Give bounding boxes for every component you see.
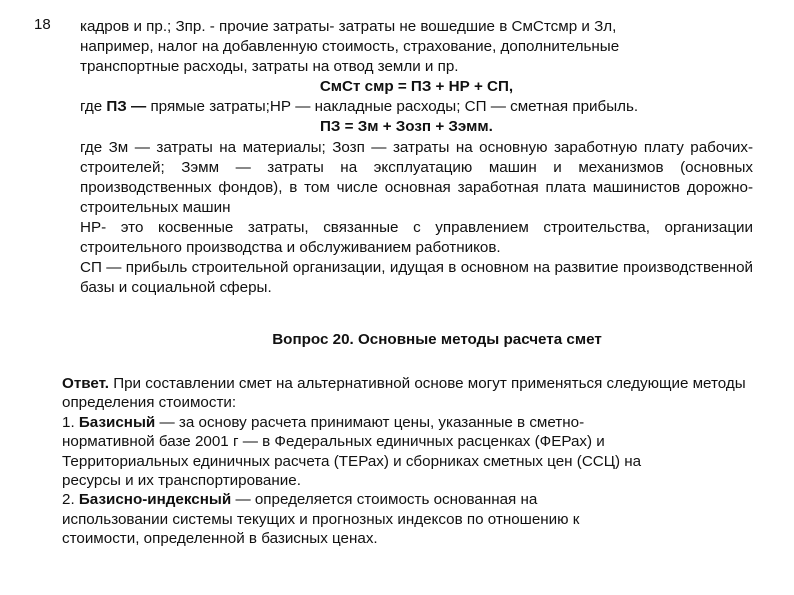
page-number: 18	[34, 16, 51, 33]
answer-label: Ответ.	[62, 375, 109, 392]
method-1-num: 1.	[62, 413, 79, 431]
method-2-line: использовании системы текущих и прогнозных индексов по отношению к	[62, 510, 580, 528]
answer-block	[62, 374, 760, 549]
method-1-text: — за основу расчета принимают цены, указанные в сметно-	[155, 413, 585, 431]
method-2-line: стоимости, определенной в базисных ценах.	[62, 530, 378, 548]
upper-text-block	[80, 17, 753, 298]
text-line: транспортные расходы, затраты на отвод земли и пр.	[80, 58, 459, 76]
where-pz-line	[80, 97, 753, 117]
method-2-name: Базисно-индексный	[78, 491, 232, 509]
nr-paragraph: НР- это косвенные затраты, связанные с управлением строительства, организации строительного производства и обслуживанием работников.	[80, 218, 753, 257]
question-heading	[0, 331, 794, 348]
where-zm-paragraph: где Зм — затраты на материалы; Зозп — затраты на основную заработную плату рабочих-строителей; Зэмм — затраты на эксплуатацию машин и механизмов (основных производственных фондов), в том числе основная заработная плата машинистов дорожно-строительных машин	[80, 138, 753, 216]
method-2-num: 2.	[62, 491, 79, 509]
where-rest: прямые затраты;НР — накладные расходы; СП — сметная прибыль.	[146, 98, 639, 116]
method-1-name: Базисный	[78, 413, 156, 431]
text-line: кадров и пр.; Зпр. - прочие затраты- затраты не вошедшие в СмСтсмр и Зл,	[80, 18, 617, 35]
answer-intro-text: При составлении смет на альтернативной основе могут применяться следующие методы определения стоимости:	[62, 375, 746, 412]
method-1-line: нормативной базе 2001 г — в Федеральных единичных расценках (ФЕРах) и	[62, 433, 605, 451]
method-2	[62, 490, 760, 509]
answer-intro	[62, 374, 760, 413]
formula-smst: СмСт смр = ПЗ + НР + СП,	[319, 78, 514, 96]
method-1	[62, 413, 760, 432]
where-prefix: где	[80, 98, 107, 116]
text-line: например, налог на добавленную стоимость, страхование, дополнительные	[80, 38, 620, 56]
pz-term: ПЗ —	[106, 98, 147, 116]
method-1-line: Территориальных единичных расчета (ТЕРах) и сборниках сметных цен (ССЦ) на	[62, 452, 642, 470]
question-number: Вопрос 20	[272, 331, 350, 348]
sp-paragraph: СП — прибыль строительной организации, идущая в основном на развитие производственной базы и социальной сферы.	[80, 259, 753, 297]
formula-pz: ПЗ = Зм + Зозп + Зэмм.	[320, 118, 493, 136]
method-2-text: — определяется стоимость основанная на	[231, 491, 538, 509]
method-1-line: ресурсы и их транспортирование.	[62, 472, 301, 490]
question-title: . Основные методы расчета смет	[349, 331, 602, 348]
